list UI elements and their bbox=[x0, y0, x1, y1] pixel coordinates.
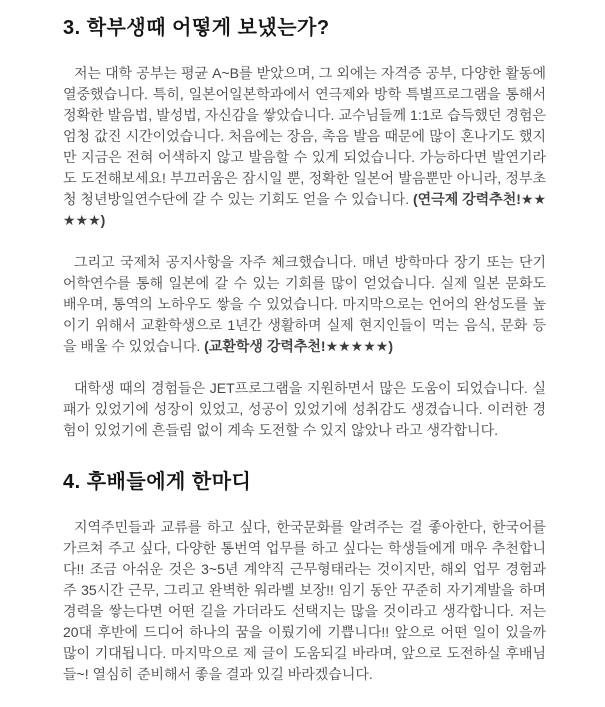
section-3-paragraph-2 bbox=[63, 252, 546, 357]
section-4-heading: 4. 후배들에게 한마디 bbox=[63, 471, 252, 493]
paragraph-text: 저는 대학 공부는 평균 A~B를 받았으며, 그 외에는 자격증 공부, 다양한 활동에 열중했습니다. 특히, 일본어일본학과에서 연극제와 방학 특별프로그램을 통해서 정확한 발음법, 발성법, 자신감을 쌓았습니다. 교수님들께 1:1로 습득했던 경험은 엄청 값진 시간이었습니다. 처음에는 장음, 촉음 발음 때문에 많이 혼나기도 했지만 지금은 전혀 어색하지 않고 발음할 수 있게 되었습니다. 가능하다면 발연기라도 도전해보세요! 부끄러움은 잠시일 뿐, 정확한 일본어 발음뿐만 아니라, 정부초청 청년방일연수단에 갈 수 있는 기회도 얻을 수 있습니다. bbox=[63, 65, 546, 207]
section-3-paragraph-1 bbox=[63, 63, 546, 231]
paragraph-text: 대학생 때의 경험들은 JET프로그램을 지원하면서 많은 도움이 되었습니다. 실패가 있었기에 성장이 있었고, 성공이 있었기에 성취감도 생겼습니다. 이러한 경험이 있었기에 흔들림 없이 계속 도전할 수 있지 않았나 라고 생각합니다. bbox=[63, 380, 546, 438]
paragraph-text: 지역주민들과 교류를 하고 싶다, 한국문화를 알려주는 걸 좋아한다, 한국어를 가르쳐 주고 싶다, 다양한 통번역 업무를 하고 싶다는 학생들에게 매우 추천합니다!! 조금 아쉬운 것은 3~5년 계약직 근무형태라는 것이지만, 해외 업무 경험과 주 35시간 근무, 그리고 완벽한 워라벨 보장!! 임기 동안 꾸준히 자기계발을 하며 경력을 쌓는다면 어떤 길을 가더라도 선택지는 많을 것이라고 생각합니다. 저는 20대 후반에 드디어 하나의 꿈을 이뤘기에 기쁩니다!! 앞으로 어떤 일이 있을까 많이 기대됩니다. 마지막으로 제 글이 도움되길 바라며, 앞으로 도전하실 후배님들~! 열심히 준비해서 좋을 결과 있길 바라겠습니다. bbox=[63, 519, 546, 682]
section-3-heading: 3. 학부생때 어떻게 보냈는가? bbox=[63, 17, 330, 39]
paragraph-text: 그리고 국제처 공지사항을 자주 체크했습니다. 매년 방학마다 장기 또는 단기 어학연수를 통해 일본에 갈 수 있는 기회를 많이 얻었습니다. 실제 일본 문화도 배우며, 통역의 노하우도 쌓을 수 있었습니다. 마지막으로는 언어의 완성도를 높이기 위해서 교환학생으로 1년간 생활하며 실제 현지인들이 먹는 음식, 문화 등을 배울 수 있었습니다. bbox=[63, 254, 546, 354]
recommendation-note-exchange-student: (교환학생 강력추천!★★★★★) bbox=[204, 338, 393, 354]
section-3-paragraph-3 bbox=[63, 378, 546, 441]
section-4-paragraph-1 bbox=[63, 517, 546, 685]
recommendation-note-theater: (연극제 강력추천!★★★★★) bbox=[63, 191, 546, 228]
